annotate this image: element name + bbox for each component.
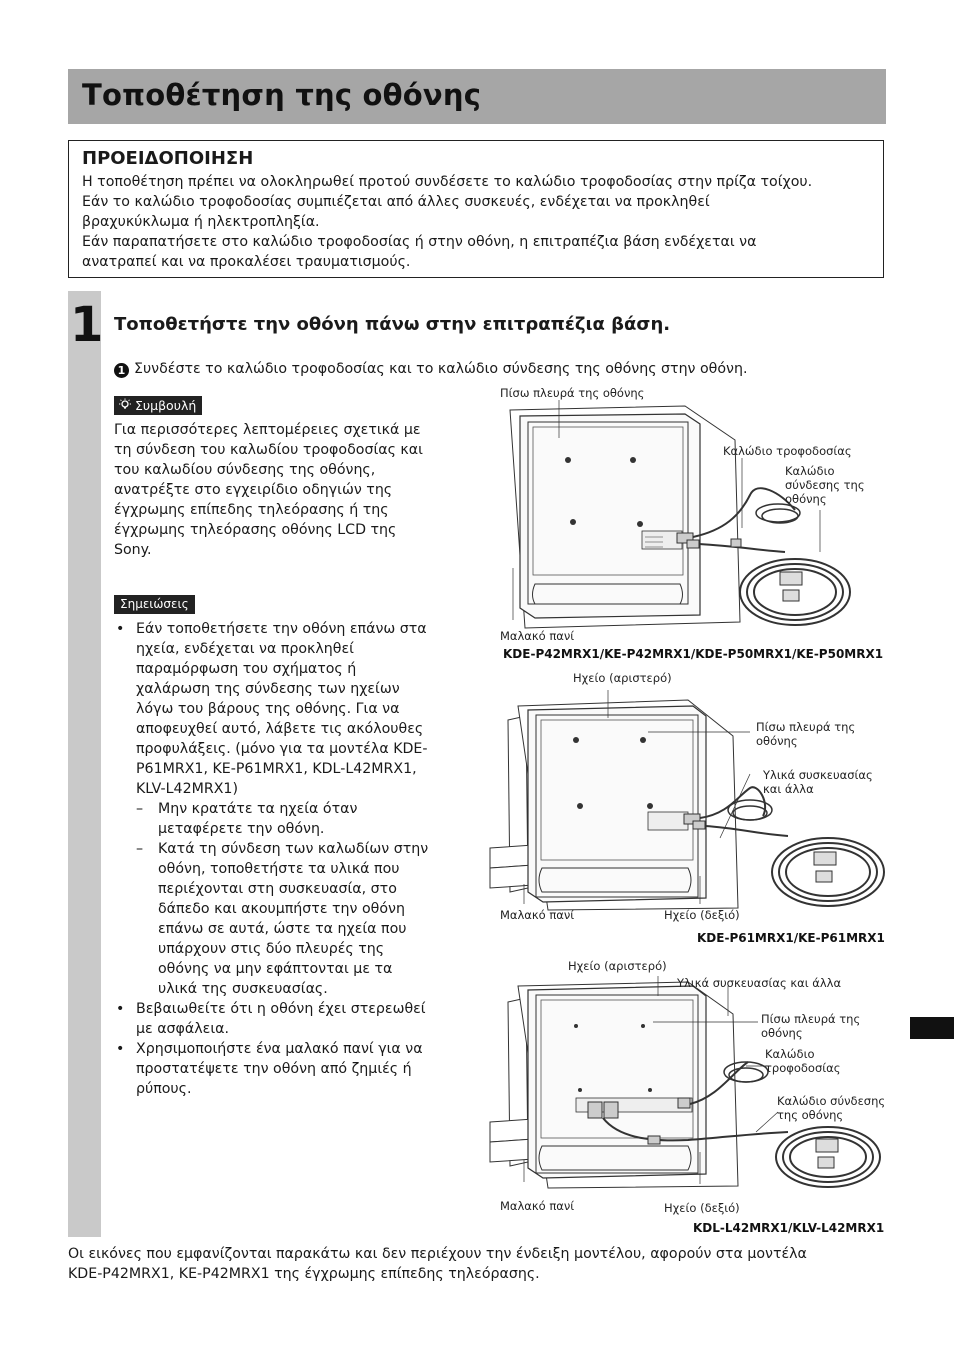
warning-heading: ΠΡΟΕΙΔΟΠΟΙΗΣΗ — [82, 148, 254, 169]
tip-line: του καλωδίου σύνδεσης της οθόνης, — [114, 462, 376, 478]
note-subitem: – Μην κρατάτε τα ηχεία όταν μεταφέρετε την οθόνη. — [136, 801, 358, 837]
fig1-cloth-label: Μαλακό πανί — [500, 629, 575, 643]
warning-line: Εάν το καλώδιο τροφοδοσίας συμπιέζεται από άλλες συσκευές, ενδέχεται να προκληθεί — [82, 194, 710, 210]
note-item: • Χρησιμοποιήστε ένα μαλακό πανί για να προστατέψετε την οθόνη από ζημιές ή ρύπους. — [116, 1041, 423, 1097]
tip-line: Για περισσότερες λεπτομέρειες σχετικά με — [114, 422, 421, 438]
tip-label: Συμβουλή — [135, 398, 197, 413]
fig1-model: KDE-P42MRX1/KE-P42MRX1/KDE-P50MRX1/KE-P50MRX1 — [503, 647, 884, 661]
warning-line: Εάν παραπατήσετε στο καλώδιο τροφοδοσίας ή στην οθόνη, η επιτραπέζια βάση ενδέχεται να — [82, 234, 757, 250]
fig3-cloth-label: Μαλακό πανί — [500, 1199, 575, 1213]
fig2-speaker-left: Ηχείο (αριστερό) — [573, 671, 672, 685]
fig1-conn-label: Καλώδιο σύνδεσης της οθόνης — [785, 464, 865, 506]
fig3-packing-label: Υλικά συσκευασίας και άλλα — [677, 976, 842, 990]
warning-line: Η τοποθέτηση πρέπει να ολοκληρωθεί προτού συνδέσετε το καλώδιο τροφοδοσίας στην πρίζα τοίχου. — [82, 174, 813, 190]
tip-text — [114, 420, 459, 560]
note-subitems — [136, 799, 459, 999]
fig3-back-label: Πίσω πλευρά της οθόνης — [761, 1012, 861, 1040]
notes-badge: Σημειώσεις — [114, 595, 195, 614]
fig3-power-label: Καλώδιο τροφοδοσίας — [765, 1047, 841, 1075]
fig2-cloth-label: Μαλακό πανί — [500, 908, 575, 922]
tip-line: Sony. — [114, 542, 152, 558]
fig3-speaker-right: Ηχείο (δεξιό) — [664, 1201, 740, 1215]
warning-line: ανατραπεί και να προκαλέσει τραυματισμούς. — [82, 254, 411, 270]
fig1-power-label: Καλώδιο τροφοδοσίας — [723, 444, 852, 458]
warning-line: βραχυκύκλωμα ή ηλεκτροπληξία. — [82, 214, 320, 230]
tip-line: έγχρωμης τηλεόρασης οθόνης LCD της — [114, 522, 397, 538]
substep — [114, 361, 747, 378]
tip-line: ανατρέξτε στο εγχειρίδιο οδηγιών της — [114, 482, 393, 498]
substep-text: Συνδέστε το καλώδιο τροφοδοσίας και το καλώδιο σύνδεσης της οθόνης στην οθόνη. — [134, 361, 748, 377]
lightbulb-icon — [118, 398, 132, 412]
fig1-back-label: Πίσω πλευρά της οθόνης — [500, 386, 645, 400]
notes-list — [114, 619, 459, 1099]
note-item: • Βεβαιωθείτε ότι η οθόνη έχει στερεωθεί με ασφάλεια. — [116, 1001, 426, 1037]
fig3-model: KDL-L42MRX1/KLV-L42MRX1 — [693, 1221, 885, 1235]
title-bar — [68, 69, 886, 124]
warning-box — [68, 140, 884, 278]
figure-3-illustration — [488, 972, 888, 1207]
step-heading: Τοποθετήστε την οθόνη πάνω στην επιτραπέζια βάση. — [114, 314, 671, 335]
page-title: Τοποθέτηση της οθόνης — [82, 78, 482, 112]
tip-badge — [114, 396, 202, 415]
fig2-back-label: Πίσω πλευρά της οθόνης — [756, 720, 856, 748]
tip-line: έγχρωμης επίπεδης τηλεόρασης ή της — [114, 502, 389, 518]
fig2-packing-label: Υλικά συσκευασίας και άλλα — [763, 768, 873, 796]
footer-note: Οι εικόνες που εμφανίζονται παρακάτω και δεν περιέχουν την ένδειξη μοντέλου, αφορούν στα μοντέλα KDE-P42MRX1, KE-P42MRX1 της έγχρωμης επίπεδης τηλεόρασης. — [68, 1246, 807, 1282]
step-number: 1 — [70, 297, 104, 353]
note-subitem: – Κατά τη σύνδεση των καλωδίων στην οθόνη, τοποθετήστε τα υλικά που περιέχονται στη συσκευασία, στο δάπεδο και ακουμπήστε την οθόνη επάνω σε αυτά, ώστε τα ηχεία που υπάρχουν στις δύο πλευρές της οθόνης να μην εφάπτονται με τα υλικά της συσκευασίας. — [136, 841, 429, 997]
note-item: • Εάν τοποθετήσετε την οθόνη επάνω στα ηχεία, ενδέχεται να προκληθεί παραμόρφωση του σχήματος ή χαλάρωση της σύνδεσης των ηχείων λόγω του βάρους της οθόνης. Για να αποφευχθεί αυτό, λάβετε τις ακόλουθες προφυλάξεις. (μόνο για τα μοντέλα KDE- P61MRX1, KE-P61MRX1, KDL-L42MRX1, KLV-L42MRX1) – Μην κρατάτε τα ηχεία όταν μεταφέρετε την οθόνη. – Κατά τη σύνδεση των καλωδίων στην οθόνη, τοποθετήστε τα υλικά που περιέχονται στη συσκευασία, στο δάπεδο και ακουμπήστε την οθόνη επάνω σε αυτά, ώστε τα ηχεία που υπάρχουν στις δύο πλευρές της οθόνης να μην εφάπτονται με τα υλικά της συσκευασίας. — [114, 619, 459, 999]
fig2-speaker-right: Ηχείο (δεξιό) — [664, 908, 740, 922]
fig3-speaker-left: Ηχείο (αριστερό) — [568, 959, 667, 973]
fig3-conn-label: Καλώδιο σύνδεσης της οθόνης — [777, 1094, 886, 1122]
section-tab-marker — [910, 1017, 954, 1039]
figure-1-illustration — [495, 400, 865, 640]
fig2-model: KDE-P61MRX1/KE-P61MRX1 — [697, 931, 885, 945]
step-band — [68, 291, 104, 1237]
substep-marker: 1 — [114, 363, 129, 378]
tip-line: τη σύνδεση του καλωδίου τροφοδοσίας και — [114, 442, 423, 458]
